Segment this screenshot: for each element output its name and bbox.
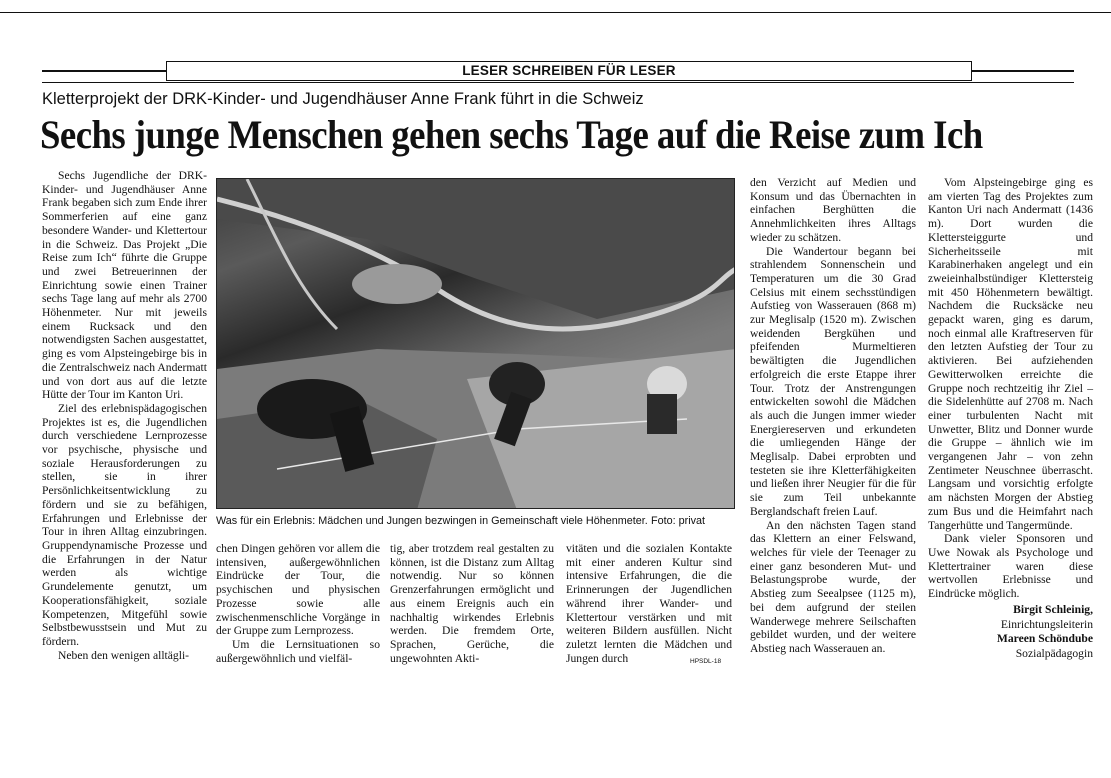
author-name-1: Birgit Schleinig,	[1013, 603, 1093, 616]
paragraph: den Verzicht auf Medien und Konsum und das Übernachten in einfachen Berghütten die Annehmlichkeiten ihres Alltags wieder zu schätzen.	[750, 176, 916, 244]
photo-caption: Was für ein Erlebnis: Mädchen und Jungen bezwingen in Gemeinschaft viele Höhenmeter.	[216, 515, 648, 527]
photo-caption-row	[216, 515, 735, 527]
photo-credit: Foto: privat	[650, 515, 705, 527]
author-name-2: Mareen Schöndube	[996, 632, 1093, 645]
article-column-5	[750, 176, 916, 656]
paragraph: Die Wandertour begann bei strahlendem Sonnenschein und Temperaturen um die 30 Grad Celsius mit einem sechsstündigen Aufstieg von Wasserauen (868 m) zur Meglisalp (1520 m). Zwischen weidenden Bergkühen und pfeifenden Murmeltieren bewältigten die Jugendlichen erfolgreich die erste Etappe ihrer Tour. Trotz der Anstrengungen entwickelten sowohl die Mädchen als auch die Jungen immer wieder Energiereserven und erkundeten die umliegenden Hänge der Meglisalp. Dabei erprobten und testeten sie ihre Kletterfähigkeiten und ließen ihrer Neugier für die für sie zum Teil unbekannte Berglandschaft freien Lauf.	[750, 244, 916, 518]
climbers-on-rock-illustration	[217, 179, 735, 509]
paragraph: Ziel des erlebnispädagogischen Projektes ist es, die Jugendlichen durch verschiedene Lernprozesse vor psychische, physische und soziale Herausforderungen zu stellen, sie in ihrer Persönlichkeitsentwicklung zu fördern und sie zu befähigen, Erfahrungen und Erlebnisse der Tour in ihren Alltag einzubringen. Gruppendynamische Prozesse und die Erfahrungen in der Natur werden als wichtige Grundelemente genutzt, um Kooperationsfähigkeit, soziale Kompetenzen, Mitgefühl sowie Selbstbewusstsein und Mut zu fördern.	[42, 401, 207, 648]
article-headline: Sechs junge Menschen gehen sechs Tage auf die Reise zum Ich	[40, 112, 983, 157]
banner-rule-left	[42, 70, 166, 72]
author-role-2: Sozialpädagogin	[1015, 646, 1093, 660]
article-column-1	[42, 169, 207, 662]
section-label: LESER SCHREIBEN FÜR LESER	[462, 63, 676, 78]
paragraph: Dank vieler Sponsoren und Uwe Nowak als Psychologe und Klettertrainer waren diese wertvollen Erlebnisse und Eindrücke möglich.	[928, 532, 1093, 601]
article-column-2	[216, 542, 380, 665]
article-column-3	[390, 542, 554, 665]
section-banner	[166, 61, 972, 81]
paragraph: chen Dingen gehören vor allem die intensiven, außergewöhnlichen Eindrücke der Tour, die psychischen und physischen Prozesse sowie alle zwischenmenschliche Vorgänge in der Gruppe zum Lernprozess.	[216, 542, 380, 638]
paragraph: Um die Lernsituationen so außergewöhnlich und vielfäl-	[216, 637, 380, 665]
paragraph: Neben den wenigen alltägli-	[58, 648, 190, 662]
article-column-4	[566, 542, 732, 665]
banner-rule-right	[972, 70, 1074, 72]
author-signature	[928, 603, 1093, 661]
top-border-rule	[0, 12, 1111, 13]
author-role-1: Einrichtungsleiterin	[1000, 617, 1093, 631]
paragraph: Sechs Jugendliche der DRK-Kinder- und Jugendhäuser Anne Frank begaben sich zum Ende ihrer Sommerferien auf eine ganz besondere Wander- und Klettertour in die Schweiz. Das Projekt „Die Reise zum Ich“ führte die Gruppe und zwei Betreuerinnen der Einrichtung sowie einen Trainer sechs Tage lang auf mehr als 2700 Höhenmeter. Nur mit jeweils einem Rucksack und den notwendigsten Sachen ausgestattet, ging es vom Alpsteingebirge bis in die Zentralschweiz nach Andermatt und von dort aus auf die letzte Hütte der Tour im Kanton Uri.	[42, 169, 207, 402]
paragraph: vitäten und die sozialen Kontakte mit einer anderen Kultur sind intensive Erfahrungen, die die Erinnerungen der Jugendlichen während ihrer Wander- und Klettertour verstärken und mit weiteren Bildern ausfüllen. Nicht zuletzt lernten die Mädchen und Jungen durch	[566, 542, 732, 665]
article-column-6	[928, 176, 1093, 601]
banner-underline	[42, 82, 1074, 83]
article-photo	[216, 178, 735, 509]
article-code: HPSDL-18	[690, 658, 722, 665]
paragraph: Vom Alpsteingebirge ging es am vierten Tag des Projektes zum Kanton Uri nach Andermatt (1436 m). Dort wurden die Klettersteiggurte und Sicherheitsseile mit Karabinerhaken angelegt und ein zweieinhalbstündiger Klettersteig mit 450 Höhenmetern bewältigt. Nachdem die Rucksäcke neu gepackt waren, ging es darum, noch einmal alle Kraftreserven für den letzten Aufstieg der Tour zu aktivieren. Bei aufziehenden Gewitterwolken erreichte die Gruppe noch rechtzeitig ihr Ziel – die Sidelenhütte auf 2708 m. Nach einer turbulenten Nacht mit Unwetter, Blitz und Donner wurde die Gruppe – ähnlich wie im vergangenen Jahr – von zehn Zentimeter Neuschnee überrascht. Langsam und vorsichtig erfolgte am nächsten Morgen der Abstieg zum Bus und die Heimfahrt nach Tangerhütte und Tangermünde.	[928, 176, 1093, 532]
article-kicker: Kletterprojekt der DRK-Kinder- und Jugendhäuser Anne Frank führt in die Schweiz	[42, 90, 644, 108]
paragraph: tig, aber trotzdem real gestalten zu können, ist die Distanz zum Alltag notwendig. Nur so können Grenzerfahrungen ermöglicht und aus einem Ereignis auch ein nachhaltig wirkendes Erlebnis werden. Die fremdem Orte, Sprachen, Gerüche, die ungewohnten Akti-	[390, 542, 554, 665]
paragraph: An den nächsten Tagen stand das Klettern an einer Felswand, welches für viele der Teenager zu einer ganz besonderen Mut- und Belastungsprobe wurde, der Abstieg zum Seealpsee (1125 m), bei dem aufgrund der steilen Wanderwege mehrere Seilschaften gebildet wurden, und der weitere Abstieg nach Wasserauen an.	[750, 518, 916, 655]
